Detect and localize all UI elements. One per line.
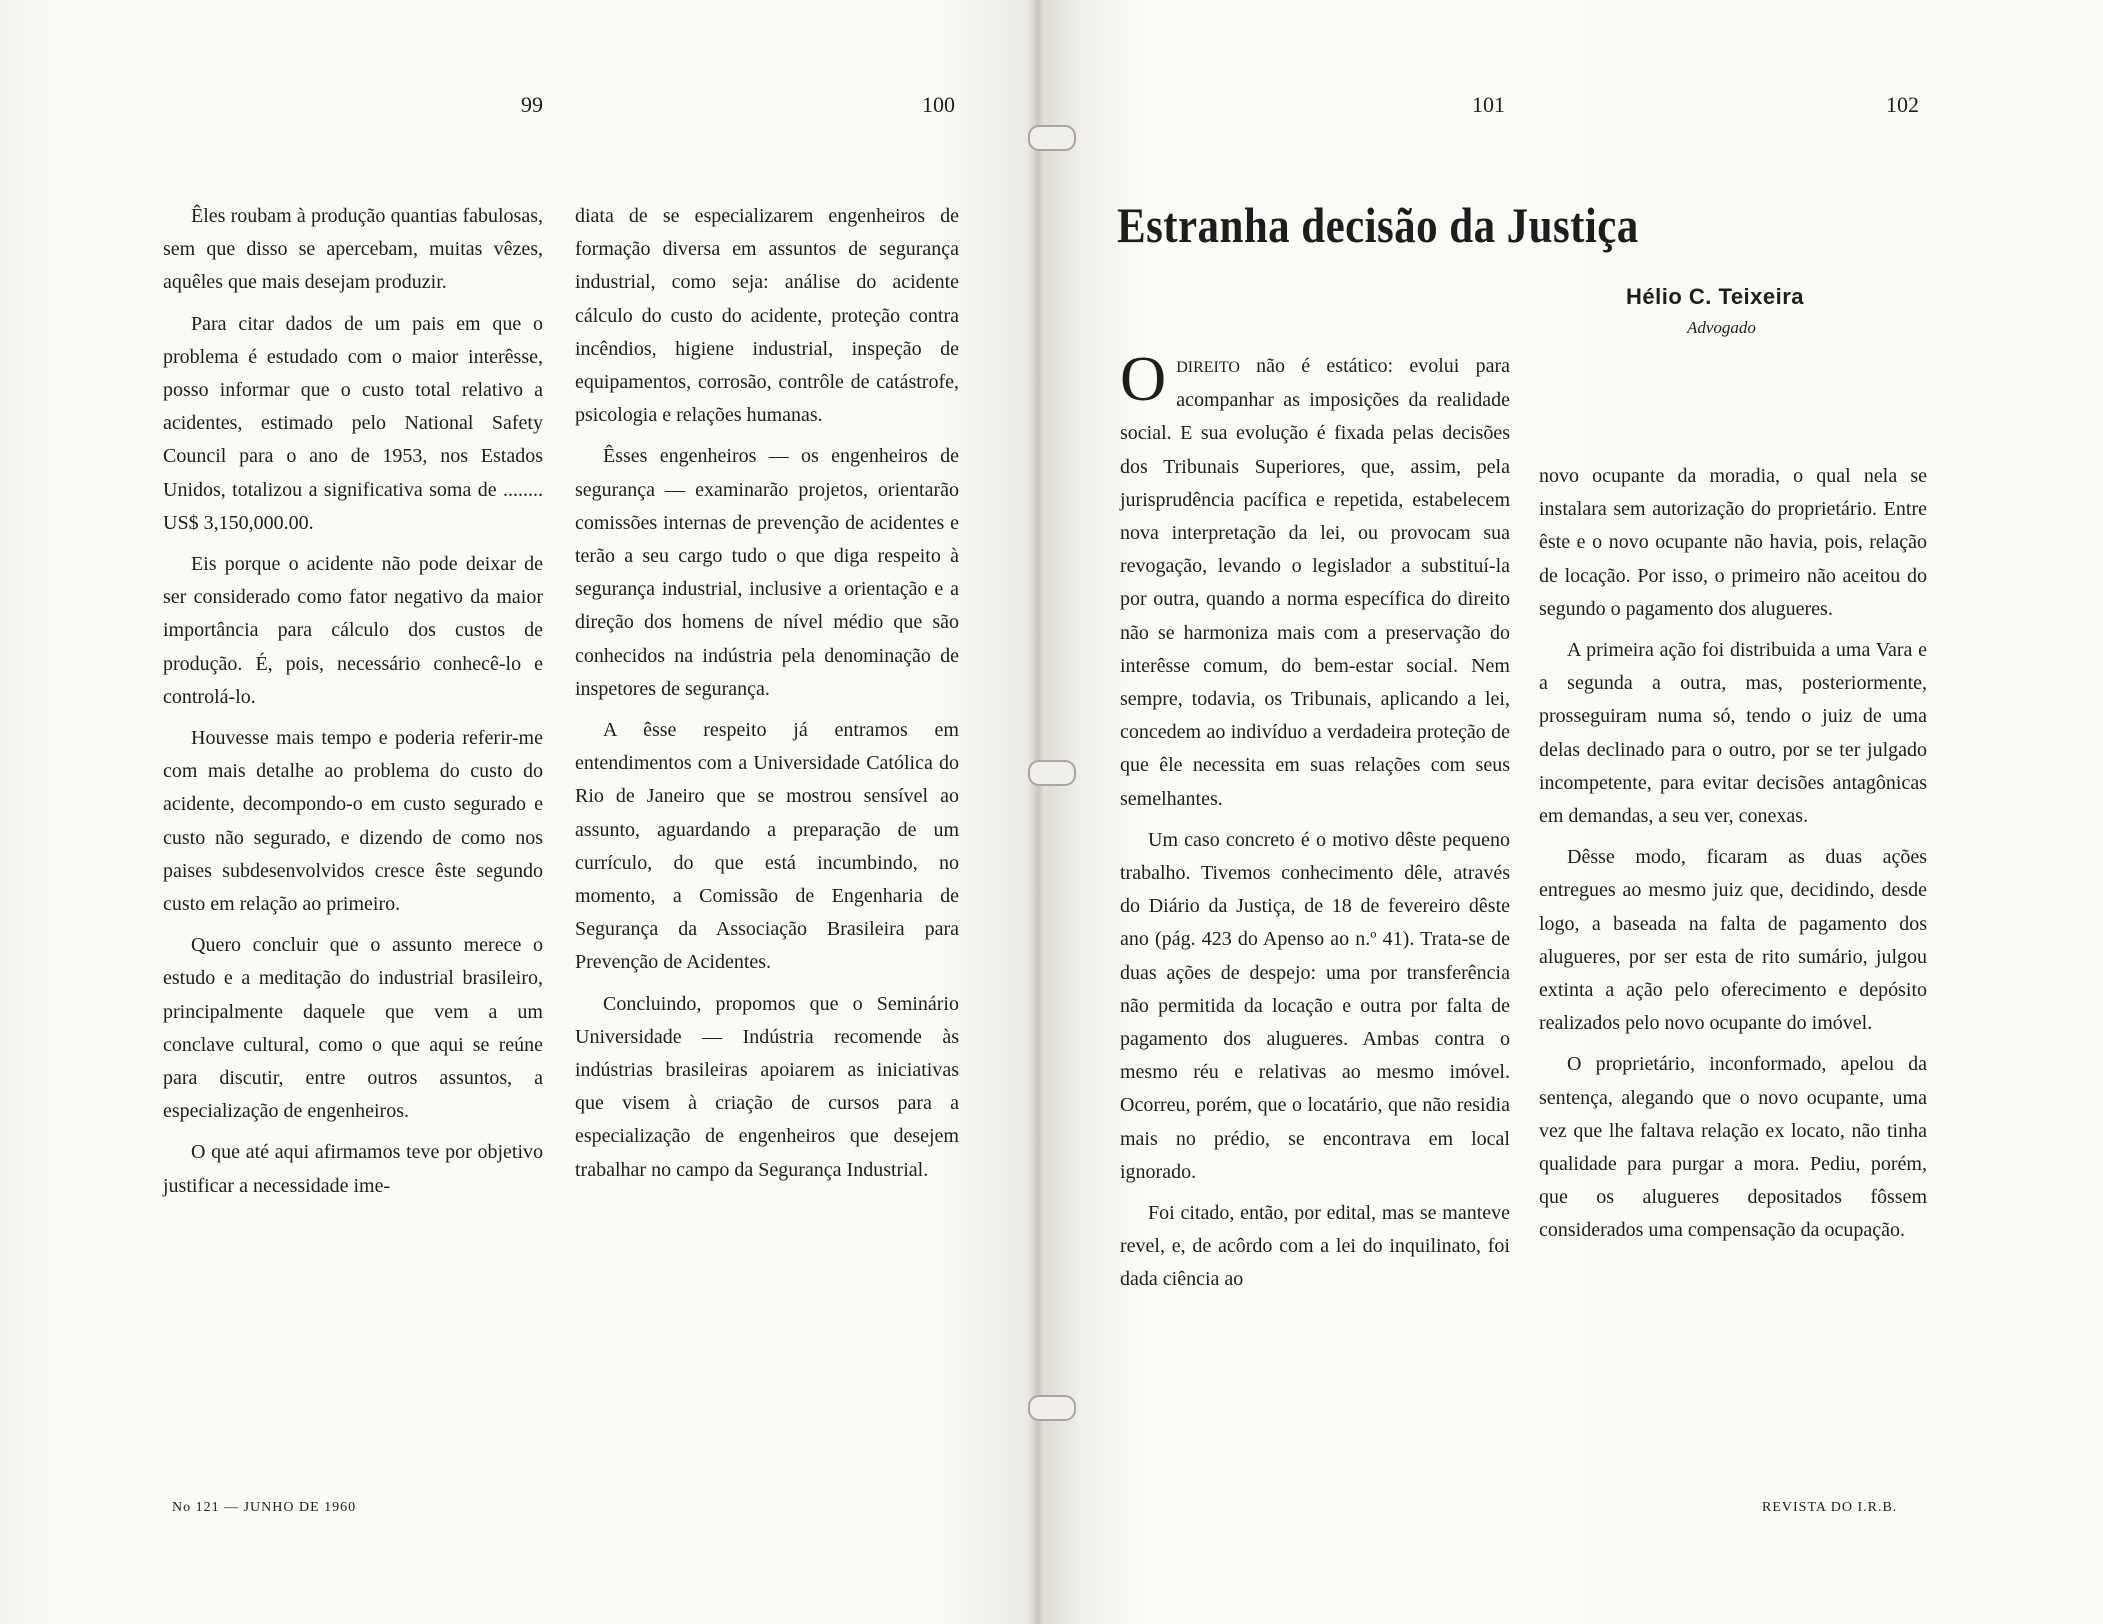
drop-cap: O [1120, 343, 1167, 414]
lead-word: DIREITO [1176, 359, 1240, 376]
article-author: Hélio C. Teixeira [1626, 284, 1805, 309]
book-gutter [1030, 0, 1046, 1624]
paragraph: Houvesse mais tempo e poderia referir-me com mais detalhe ao problema do custo do acidente, decompondo-o em custo segurado e custo não segurado, e dizendo de como nos paises subdesenvolvidos cresce êste segundo custo em relação ao primeiro. [163, 727, 543, 916]
paragraph: O proprietário, inconformado, apelou da sentença, alegando que o novo ocupante, uma vez que lhe faltava relação ex locato, não tinha qualidade para purgar a mora. Pediu, porém, que os alugueres depositados fôssem considerados uma compensação da ocupação. [1539, 1053, 1927, 1242]
paragraph: Foi citado, então, por edital, mas se manteve revel, e, de acôrdo com a lei do inquilinato, foi dada ciência ao [1120, 1202, 1510, 1291]
left-column-2 [575, 200, 959, 1195]
right-column-1 [1120, 343, 1510, 1305]
paragraph: A primeira ação foi distribuida a uma Vara e a segunda a outra, mas, posteriormente, prosseguiram numa só, tendo o juiz de uma delas declinado para o outro, por se ter julgado incompetente, para evitar decisões antagônicas em demandas, a seu ver, conexas. [1539, 639, 1927, 828]
right-column-2 [1539, 460, 1927, 1256]
paragraph: O que até aqui afirmamos teve por objetivo justificar a necessidade ime- [163, 1141, 543, 1197]
lead-paragraph [1120, 343, 1510, 816]
page-number-100: 100 [922, 92, 955, 117]
paragraph: novo ocupante da moradia, o qual nela se instalara sem autorização do proprietário. Entre êste e o novo ocupante não havia, pois, relação de locação. Por isso, o primeiro não aceitou do segundo o pagamento dos alugueres. [1539, 465, 1927, 620]
paragraph: A êsse respeito já entramos em entendimentos com a Universidade Católica do Rio de Janeiro que se mostrou sensível ao assunto, aguardando a preparação de um currículo, do que está incumbindo, no momento, a Comissão de Engenharia de Segurança da Associação Brasileira para Prevenção de Acidentes. [575, 719, 959, 974]
page-number-99: 99 [521, 92, 543, 117]
left-column-1 [163, 200, 543, 1211]
issue-footer: No 121 — JUNHO DE 1960 [172, 1500, 357, 1515]
lead-text: não é estático: evolui para acompanhar as imposições da realidade social. E sua evolução é fixada pelas decisões dos Tribunais Superiores, que, assim, pela jurisprudência pacífica e repetida, estabelecem nova interpretação da lei, ou provocam sua revogação, levando o legislador a substituí-la por outra, quando a norma específica do direito não se harmoniza mais com a preservação do interêsse comum, do bem-estar social. Nem sempre, todavia, os Tribunais, aplicando a lei, concedem ao indivíduo a verdadeira proteção de que êle necessita em suas relações com seus semelhantes. [1120, 355, 1510, 810]
staple-middle [1028, 760, 1076, 786]
paragraph: Dêsse modo, ficaram as duas ações entregues ao mesmo juiz que, decidindo, desde logo, a baseada na falta de pagamento dos alugueres, por ser esta de rito sumário, julgou extinta a ação pelo oferecimento e depósito realizados pelo novo ocupante do imóvel. [1539, 846, 1927, 1035]
paragraph: diata de se especializarem engenheiros de formação diversa em assuntos de segurança industrial, como seja: análise do acidente cálculo do custo do acidente, proteção contra incêndios, higiene industrial, inspeção de equipamentos, corrosão, contrôle de catástrofe, psicologia e relações humanas. [575, 205, 959, 427]
paragraph: Para citar dados de um pais em que o problema é estudado com o maior interêsse, posso informar que o custo total relativo a acidentes, estimado pelo National Safety Council para o ano de 1953, nos Estados Unidos, totalizou a significativa soma de ........ US$ 3,150,000.00. [163, 312, 543, 534]
paragraph: Quero concluir que o assunto merece o estudo e a meditação do industrial brasileiro, principalmente daquele que vem a um conclave cultural, como o que aqui se reúne para discutir, entre outros assuntos, a especialização de engenheiros. [163, 934, 543, 1123]
author-role: Advogado [1687, 318, 1756, 337]
paragraph: Um caso concreto é o motivo dêste pequeno trabalho. Tivemos conhecimento dêle, através do Diário da Justiça, de 18 de fevereiro dêste ano (pág. 423 do Apenso ao n.º 41). Trata-se de duas ações de despejo: uma por transferência não permitida da locação e outra por falta de pagamento dos alugueres. Ambas contra o mesmo réu e relativas ao mesmo imóvel. Ocorreu, porém, que o locatário, que não residia mais no prédio, se encontrava em local ignorado. [1120, 828, 1510, 1183]
journal-footer: REVISTA DO I.R.B. [1762, 1500, 1898, 1515]
paragraph: Êles roubam à produção quantias fabulosas, sem que disso se apercebam, muitas vêzes, aquêles que mais desejam produzir. [163, 205, 543, 294]
article-title: Estranha decisão da Justiça [1117, 197, 1639, 253]
paragraph: Êsses engenheiros — os engenheiros de segurança — examinarão projetos, orientarão comissões internas de prevenção de acidentes e terão a seu cargo tudo o que diga respeito à segurança industrial, inclusive a orientação e a direção dos homens de nível médio que são conhecidos na indústria pela denominação de inspetores de segurança. [575, 445, 959, 700]
page-number-101: 101 [1472, 92, 1505, 117]
paragraph: Concluindo, propomos que o Seminário Universidade — Indústria recomende às indústrias brasileiras apoiarem as iniciativas que visem à criação de cursos para a especialização de engenheiros que desejem trabalhar no campo da Segurança Industrial. [575, 992, 959, 1181]
staple-bottom [1028, 1395, 1076, 1421]
staple-top [1028, 125, 1076, 151]
page-number-102: 102 [1886, 92, 1919, 117]
paragraph: Eis porque o acidente não pode deixar de ser considerado como fator negativo da maior importância para cálculo dos custos de produção. É, pois, necessário conhecê-lo e controlá-lo. [163, 553, 543, 708]
